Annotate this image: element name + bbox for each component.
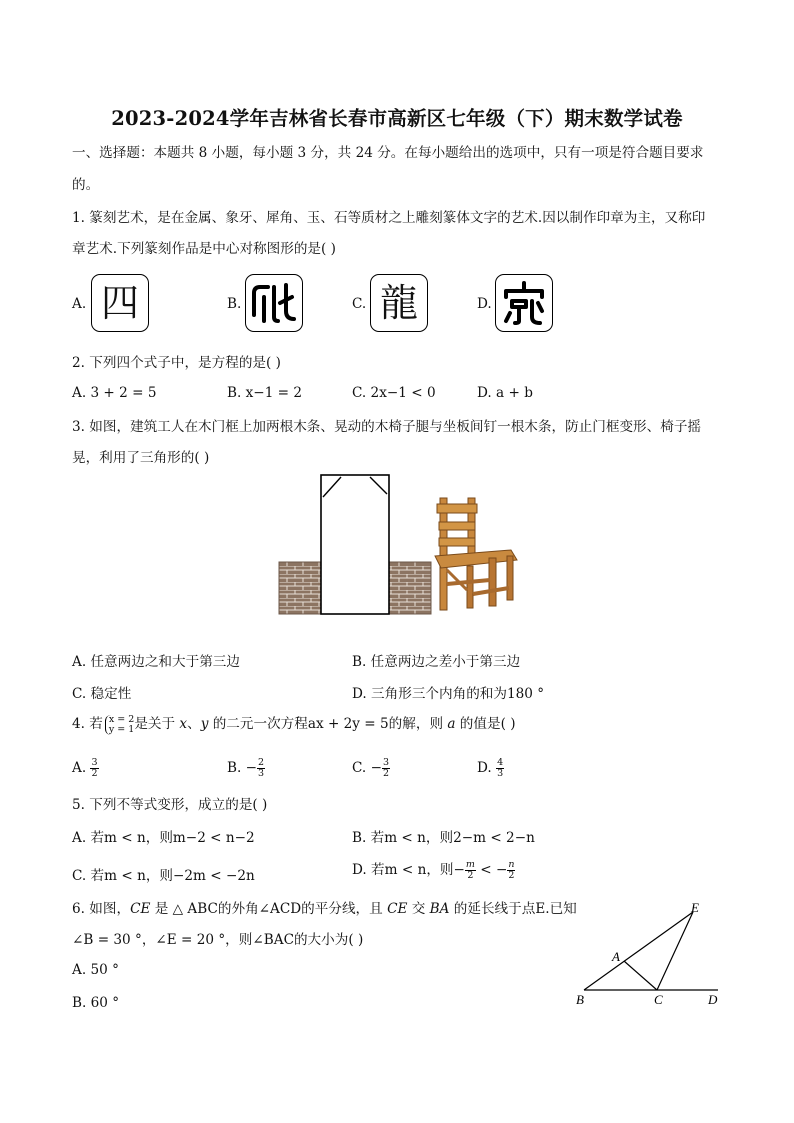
q6-stem: [72, 899, 577, 919]
q4-option-a-fraction: [90, 758, 98, 779]
seal-c-glyph: 龍: [379, 281, 418, 325]
q6-ce2: CE: [387, 901, 408, 917]
q4-var-a: a: [447, 716, 456, 732]
q4-option-b-den: 3: [258, 768, 265, 779]
q4-equation-system: [105, 715, 134, 735]
q6-l1b: 是 △ ABC的外角∠ACD的平分线，且: [150, 901, 388, 917]
line-ce: [657, 912, 693, 990]
seal-a-image: [91, 274, 149, 332]
q4-mid: 是关于: [134, 716, 180, 732]
q4-option-d: [477, 758, 504, 779]
q4-option-a-num: 3: [91, 757, 98, 768]
page-title: 2023-2024学年吉林省长春市高新区七年级（下）期末数学试卷: [111, 107, 683, 130]
q5-option-b: B. 若m < n，则2−m < 2−n: [352, 830, 535, 846]
q4-option-a-den: 2: [91, 768, 98, 779]
seal-b-glyph: [246, 275, 302, 331]
q5-option-d: [352, 858, 515, 881]
q4-option-b-label: B.: [227, 760, 242, 776]
point-label-a: A: [612, 949, 620, 964]
q6-ce: CE: [130, 901, 151, 917]
q4-option-c-label: C.: [352, 760, 367, 776]
q2-stem: 2. 下列四个式子中，是方程的是( ): [72, 355, 281, 371]
q3-stem-cont: 晃，利用了三角形的( ): [72, 450, 210, 466]
q4-option-d-fraction: [496, 758, 504, 779]
q4-option-b-sign: −: [245, 760, 258, 776]
line-ca: [624, 961, 657, 990]
q5-frac1-den: 2: [467, 870, 474, 881]
q6-stem-cont: ∠B = 30 °，∠E = 20 °，则∠BAC的大小为( ): [72, 932, 364, 948]
triangle-figure: [570, 898, 730, 1012]
point-label-b: B: [576, 992, 584, 1007]
q6-option-a: A. 50 °: [72, 962, 119, 978]
section-instructions: 一、选择题：本题共 8 小题，每小题 3 分，共 24 分。在每小题给出的选项中，只有一项是符合题目要求: [72, 145, 704, 161]
q6-option-b: B. 60 °: [72, 995, 120, 1011]
seal-b-image: [245, 274, 303, 332]
q4-comma: 、: [187, 716, 201, 732]
q4-option-d-num: 4: [497, 757, 504, 768]
q1-option-b-label: B.: [227, 296, 242, 312]
q1-stem: 1. 篆刻艺术，是在金属、象牙、犀角、玉、石等质材之上雕刻篆体文字的艺术.因以制作印章为主，又称印: [72, 210, 706, 226]
q3-option-d: D. 三角形三个内角的和为180 °: [352, 686, 545, 702]
q6-ba: BA: [429, 901, 450, 917]
q1-stem-cont: 章艺术.下列篆刻作品是中心对称图形的是( ): [72, 241, 336, 257]
q2-option-d: D. a + b: [477, 385, 533, 401]
q6-l1d: 的延长线于点E.已知: [449, 901, 577, 917]
q5-frac2-den: 2: [508, 870, 515, 881]
q5-option-c: C. 若m < n，则−2m < −2n: [72, 868, 255, 884]
q2-option-a: A. 3 + 2 = 5: [72, 385, 157, 401]
q4-prefix: 4. 若: [72, 716, 103, 732]
q4-option-c: [352, 758, 390, 779]
q4-option-a-label: A.: [72, 760, 87, 776]
q5-option-d-frac1: [465, 860, 476, 881]
q4-system-y: y = 1: [108, 723, 135, 735]
q2-option-b: B. x−1 = 2: [227, 385, 303, 401]
line-be: [584, 912, 693, 990]
seal-c-image: [370, 274, 428, 332]
door-chair-figure: [275, 470, 525, 615]
q4-stem: [72, 714, 516, 735]
q4-option-b-fraction: [257, 758, 265, 779]
q1-option-a-label: A.: [72, 296, 87, 312]
point-label-e: E: [691, 900, 699, 915]
q4-var-y: y: [200, 716, 209, 732]
seal-a-glyph: 四: [100, 281, 139, 325]
q6-l1a: 6. 如图，: [72, 901, 131, 917]
q4-option-a: [72, 758, 99, 779]
q5-stem: 5. 下列不等式变形，成立的是( ): [72, 797, 268, 813]
q4-option-d-label: D.: [477, 760, 492, 776]
point-label-d: D: [708, 992, 718, 1007]
q5-option-d-mid: < −: [475, 862, 508, 878]
q4-option-c-den: 2: [382, 768, 390, 779]
q3-option-b: B. 任意两边之差小于第三边: [352, 654, 521, 670]
point-label-c: C: [654, 992, 663, 1007]
q5-option-d-frac2: [507, 860, 515, 881]
q4-option-b-num: 2: [258, 757, 265, 768]
q3-stem: 3. 如图，建筑工人在木门框上加两根木条、晃动的木椅子腿与坐板间钉一根木条，防止门框变形、椅子摇: [72, 419, 702, 435]
q3-option-a: A. 任意两边之和大于第三边: [72, 654, 240, 670]
q6-l1c: 交: [407, 901, 430, 917]
q5-frac1-num: m: [465, 859, 475, 870]
q1-option-c-label: C.: [352, 296, 367, 312]
section-instructions-cont: 的。: [72, 177, 100, 193]
q4-mid2: 的二元一次方程ax + 2y = 5的解，则: [208, 716, 448, 732]
q5-option-d-pre: D. 若m < n，则−: [352, 862, 465, 878]
q5-option-a: A. 若m < n，则m−2 < n−2: [72, 830, 255, 846]
q4-option-c-num: 3: [382, 757, 390, 768]
q4-var-x: x: [179, 716, 188, 732]
q4-option-c-sign: −: [370, 760, 382, 776]
q4-system-x: x = 2: [108, 713, 135, 725]
q2-option-c: C. 2x−1 < 0: [352, 385, 436, 401]
q1-option-d-label: D.: [477, 296, 492, 312]
seal-d-image: [495, 274, 553, 332]
q4-suffix: 的值是( ): [455, 716, 516, 732]
q3-option-c: C. 稳定性: [72, 686, 132, 702]
q4-option-c-fraction: [382, 758, 390, 779]
q4-option-d-den: 3: [497, 768, 504, 779]
q5-frac2-num: n: [508, 859, 515, 870]
seal-d-glyph: [496, 275, 552, 331]
q4-option-b: [227, 758, 265, 779]
